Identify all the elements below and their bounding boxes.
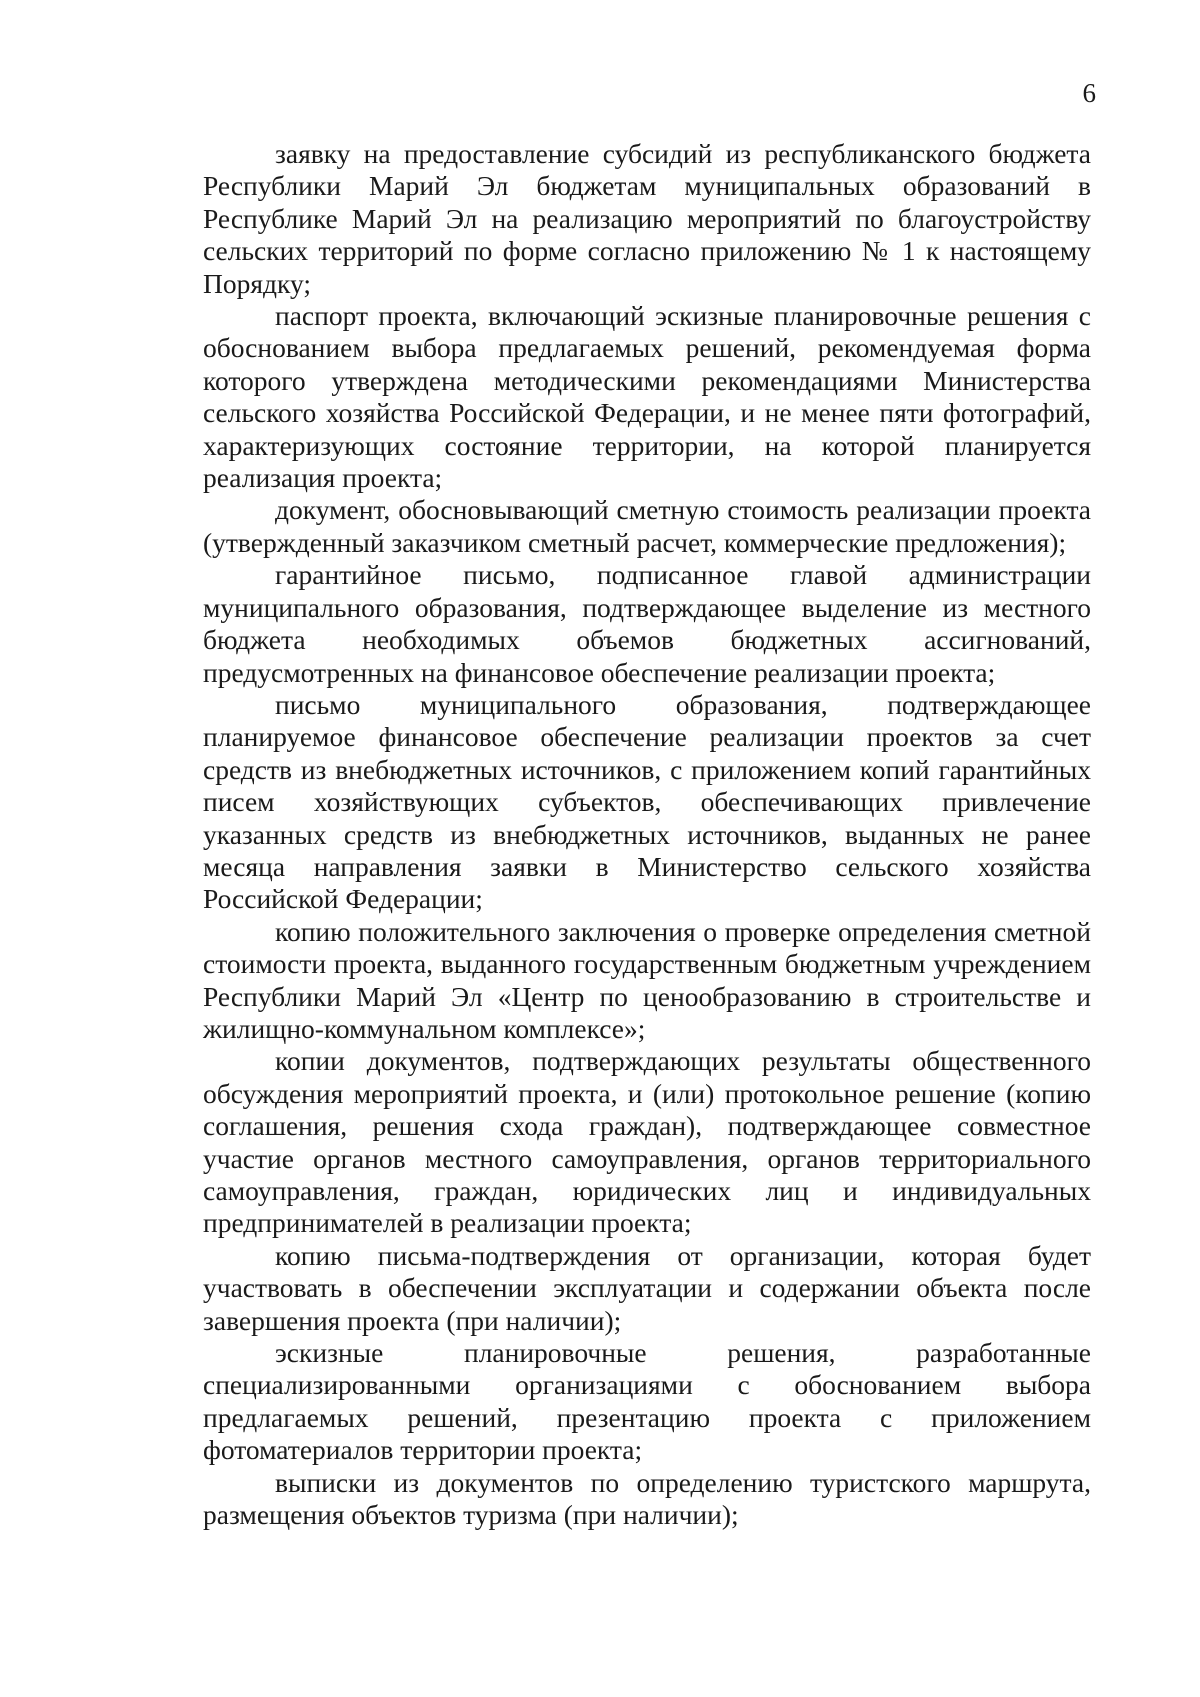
paragraph-sketch-solutions: эскизные планировочные решения, разработанные специализированными организациями с обоснованием выбора предлагаемых решений, презентацию проекта с приложением фотоматериалов территории проекта; xyxy=(203,1337,1091,1466)
document-body xyxy=(203,138,1091,1531)
paragraph-guarantee-letter: гарантийное письмо, подписанное главой администрации муниципального образования, подтверждающее выделение из местного бюджета необходимых объемов бюджетных ассигнований, предусмотренных на финансовое обеспечение реализации проекта; xyxy=(203,559,1091,688)
paragraph-project-passport: паспорт проекта, включающий эскизные планировочные решения с обоснованием выбора предлагаемых решений, рекомендуемая форма которого утверждена методическими рекомендациями Министерства сельского хозяйства Российской Федерации, и не менее пяти фотографий, характеризующих состояние территории, на которой планируется реализация проекта; xyxy=(203,300,1091,494)
paragraph-cost-justification: документ, обосновывающий сметную стоимость реализации проекта (утвержденный заказчиком сметный расчет, коммерческие предложения); xyxy=(203,494,1091,558)
paragraph-application: заявку на предоставление субсидий из республиканского бюджета Республики Марий Эл бюджетам муниципальных образований в Республике Марий Эл на реализацию мероприятий по благоустройству сельских территорий по форме согласно приложению № 1 к настоящему Порядку; xyxy=(203,138,1091,299)
paragraph-positive-conclusion: копию положительного заключения о проверке определения сметной стоимости проекта, выданного государственным бюджетным учреждением Республики Марий Эл «Центр по ценообразованию в строительстве и жилищно-коммунальном комплексе»; xyxy=(203,915,1091,1044)
paragraph-financing-letter: письмо муниципального образования, подтверждающее планируемое финансовое обеспечение реализации проектов за счет средств из внебюджетных источников, с приложением копий гарантийных писем хозяйствующих субъектов, обеспечивающих привлечение указанных средств из внебюджетных источников, выданных не ранее месяца направления заявки в Министерство сельского хозяйства Российской Федерации; xyxy=(203,688,1091,915)
paragraph-confirmation-letter: копию письма-подтверждения от организации, которая будет участвовать в обеспечении эксплуатации и содержании объекта после завершения проекта (при наличии); xyxy=(203,1239,1091,1336)
paragraph-tourist-route: выписки из документов по определению туристского маршрута, размещения объектов туризма (при наличии); xyxy=(203,1466,1091,1531)
page-number: 6 xyxy=(1082,78,1096,108)
paragraph-public-discussion: копии документов, подтверждающих результаты общественного обсуждения мероприятий проекта, и (или) протокольное решение (копию соглашения, решения схода граждан), подтверждающее совместное участие органов местного самоуправления, органов территориального самоуправления, граждан, юридических лиц и индивидуальных предпринимателей в реализации проекта; xyxy=(203,1045,1091,1239)
